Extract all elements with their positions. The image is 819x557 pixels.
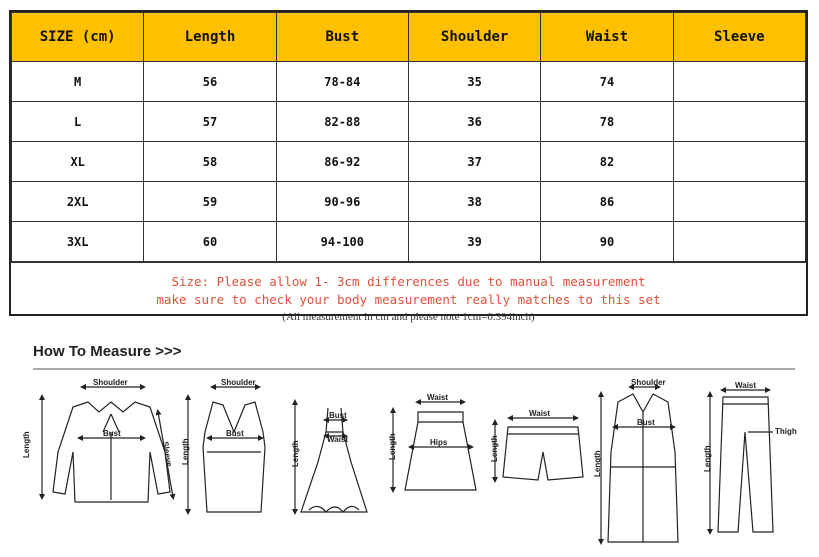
length-label: Length	[388, 433, 397, 460]
hips-label: Hips	[430, 438, 448, 447]
cell-shoulder: 37	[408, 142, 540, 182]
header-sleeve: Sleeve	[673, 13, 805, 62]
divider	[33, 368, 795, 370]
waist-label: Waist	[529, 409, 551, 418]
cell-size: 3XL	[12, 222, 144, 262]
waist-label: Waist	[327, 435, 349, 444]
coat-icon	[608, 394, 678, 542]
cell-length: 57	[144, 102, 276, 142]
dress-icon	[301, 408, 367, 512]
cell-bust: 78-84	[276, 62, 408, 102]
shoulder-label: Shoulder	[93, 378, 128, 387]
cell-waist: 78	[541, 102, 673, 142]
length-label: Length	[593, 450, 602, 477]
sleeve-label: Sleeve	[160, 440, 174, 468]
cell-waist: 82	[541, 142, 673, 182]
measurement-note	[11, 262, 806, 330]
how-to-measure-illustrations	[22, 372, 803, 552]
note-line-2: make sure to check your body measurement really matches to this set	[156, 292, 661, 307]
cell-bust: 86-92	[276, 142, 408, 182]
header-length: Length	[144, 13, 276, 62]
tank-top-icon	[203, 402, 265, 512]
waist-label: Waist	[427, 393, 449, 402]
size-table-grid	[11, 12, 806, 262]
cell-waist: 86	[541, 182, 673, 222]
waist-label: Waist	[735, 381, 757, 390]
cell-waist: 90	[541, 222, 673, 262]
cell-bust: 82-88	[276, 102, 408, 142]
bust-label: Bust	[226, 429, 244, 438]
table-row	[12, 182, 806, 222]
length-label: Length	[490, 435, 499, 462]
cell-shoulder: 35	[408, 62, 540, 102]
shorts-icon	[503, 427, 583, 480]
cell-sleeve	[673, 222, 805, 262]
cell-size: L	[12, 102, 144, 142]
pants-icon	[718, 397, 773, 532]
length-label: Length	[291, 440, 300, 467]
size-chart-table	[9, 10, 808, 323]
cell-bust: 94-100	[276, 222, 408, 262]
length-label: Length	[22, 431, 31, 458]
cell-length: 58	[144, 142, 276, 182]
cell-size: M	[12, 62, 144, 102]
length-label: Length	[181, 438, 190, 465]
cell-shoulder: 36	[408, 102, 540, 142]
table-row	[12, 62, 806, 102]
shoulder-label: Shoulder	[631, 378, 666, 387]
bust-label: Bust	[103, 429, 121, 438]
cell-length: 60	[144, 222, 276, 262]
table-header-row	[12, 13, 806, 62]
cell-sleeve	[673, 102, 805, 142]
how-to-measure-title: How To Measure >>>	[33, 343, 182, 360]
bust-label: Bust	[637, 418, 655, 427]
cell-length: 59	[144, 182, 276, 222]
cell-shoulder: 39	[408, 222, 540, 262]
cell-size: XL	[12, 142, 144, 182]
header-size: SIZE (cm)	[12, 13, 144, 62]
cell-bust: 90-96	[276, 182, 408, 222]
header-shoulder: Shoulder	[408, 13, 540, 62]
cell-size: 2XL	[12, 182, 144, 222]
table-row	[12, 222, 806, 262]
skirt-icon	[405, 412, 476, 490]
bust-label: Bust	[329, 411, 347, 420]
cell-sleeve	[673, 182, 805, 222]
table-row	[12, 102, 806, 142]
cell-shoulder: 38	[408, 182, 540, 222]
shoulder-label: Shoulder	[221, 378, 256, 387]
table-row	[12, 142, 806, 182]
length-label: Length	[703, 445, 712, 472]
header-bust: Bust	[276, 13, 408, 62]
thigh-label: Thigh	[775, 427, 797, 436]
cell-sleeve	[673, 142, 805, 182]
shirt-icon	[53, 402, 170, 502]
cell-length: 56	[144, 62, 276, 102]
cell-sleeve	[673, 62, 805, 102]
note-line-3: (All measurement in cm and please note 1cm=0.394inch)	[282, 311, 535, 323]
note-line-1: Size: Please allow 1- 3cm differences due to manual measurement	[171, 274, 646, 289]
header-waist: Waist	[541, 13, 673, 62]
cell-waist: 74	[541, 62, 673, 102]
